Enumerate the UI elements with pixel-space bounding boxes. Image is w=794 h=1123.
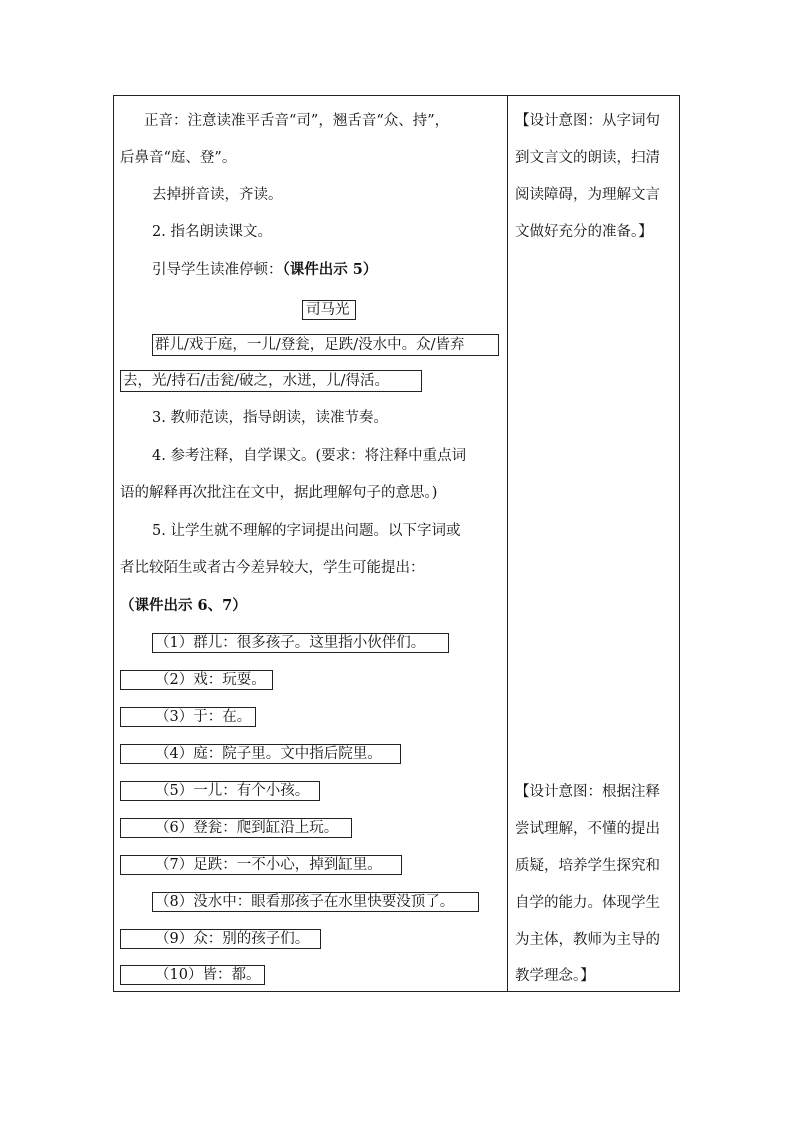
note-text: （3）于：在。 [155,709,252,725]
note-text: （7）足跌：一不小心，掉到缸里。 [155,857,382,873]
design-intent-1-line: 阅读障碍，为理解文言 [515,187,660,203]
note-text: （4）庭：院子里。文中指后院里。 [155,746,382,762]
passage-line-1: 群儿/戏于庭，一儿/登瓮，足跌/没水中。众/皆弃 [155,337,465,353]
note-box [152,633,449,653]
step-5-line-1: 5. 让学生就不理解的字词提出问题。以下字词或 [152,523,461,539]
note-box [120,744,401,764]
note-text: （1）群儿：很多孩子。这里指小伙伴们。 [155,635,426,651]
note-box [120,965,265,985]
note-text: （8）没水中：眼看那孩子在水里快要没顶了。 [155,894,455,910]
step-4-line-1: 4. 参考注释，自学课文。(要求：将注释中重点词 [152,448,467,464]
pronunciation-line-1: 正音：注意读准平舌音“司”，翘舌音“众、持”， [144,113,450,129]
note-box [120,670,273,690]
note-text: （10）皆：都。 [155,967,261,983]
note-box [120,818,352,838]
passage-title-box [302,300,356,320]
design-intent-1-line: 【设计意图：从字词句 [515,113,660,129]
note-text: （5）一儿：有个小孩。 [155,783,310,799]
step-2: 2. 指名朗读课文。 [152,224,272,240]
read-without-pinyin: 去掉拼音读，齐读。 [152,187,283,203]
design-intent-2-line: 为主体，教师为主导的 [515,932,660,948]
note-text: （9）众：别的孩子们。 [155,931,310,947]
design-intent-2-line: 教学理念。】 [515,968,595,984]
note-text: （6）登瓮：爬到缸沿上玩。 [155,820,339,836]
step-4-line-2: 语的解释再次批注在文中，据此理解句子的意思。) [120,485,438,501]
passage-line-2: 去，光/持石/击瓮/破之，水迸，儿/得活。 [123,373,390,389]
slide-ref-5: （课件出示 5） [282,261,378,278]
pause-guide-text: 引导学生读准停顿： [152,262,283,278]
note-box [120,855,402,875]
note-box [120,929,321,949]
design-intent-2-line: 尝试理解，不懂的提出 [515,821,660,837]
column-divider [507,96,508,991]
design-intent-1-line: 文做好充分的准备。】 [515,224,653,240]
step-5-line-2: 者比较陌生或者古今差异较大，学生可能提出： [120,560,425,576]
design-intent-1-line: 到文言文的朗读，扫清 [515,150,660,166]
note-text: （2）戏：玩耍。 [155,672,266,688]
step-pause-guide [152,259,377,281]
note-box [120,707,256,727]
design-intent-2-line: 【设计意图：根据注释 [515,784,660,800]
lesson-table [113,95,680,992]
passage-line-1-box [152,334,499,356]
design-intent-2-line: 质疑，培养学生探究和 [515,858,660,874]
note-box [152,892,479,912]
passage-title: 司马光 [306,302,350,318]
passage-line-2-box [120,370,422,392]
step-3: 3. 教师范读，指导朗读，读准节奏。 [152,410,388,426]
slide-ref-6-7: （课件出示 6、7） [120,597,247,614]
design-intent-2-line: 自学的能力。体现学生 [515,895,660,911]
pronunciation-line-2: 后鼻音“庭、登”。 [120,150,237,166]
note-box [120,781,320,801]
